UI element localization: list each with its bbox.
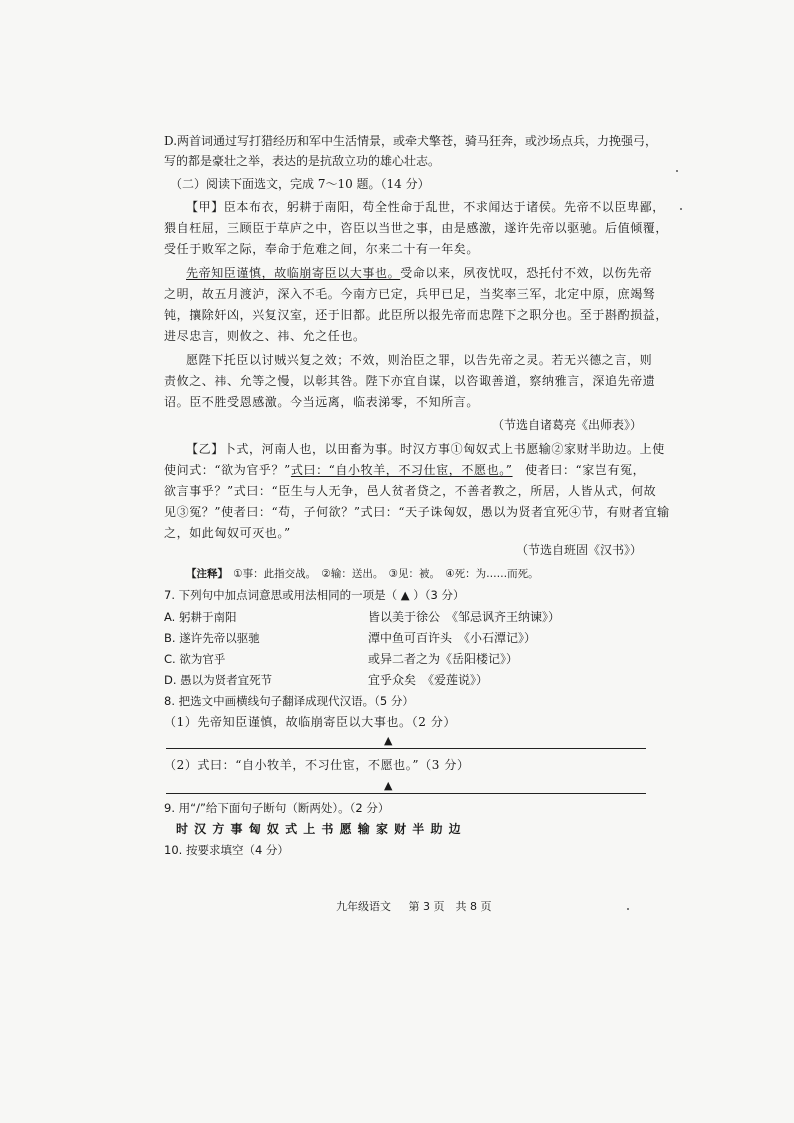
q8-sentence1: （1）先帝知臣谨慎，故临崩寄臣以大事也。（2 分） [164,715,457,729]
answer-line-1[interactable] [166,748,646,749]
answer-marker-2: ▲ [384,779,393,792]
footer-subject: 九年级语文 [336,900,391,913]
notes-text: ①事：此指交战。 ②输：送出。 ③见：被。 ④死：为……而死。 [222,568,539,580]
yi-line3: 欲言事乎？”式曰：“臣生与人无争，邑人贫者贷之，不善者教之，所居，人皆从式，何故 [164,484,657,498]
scan-speck [680,208,682,210]
q9-characters: 时 汉 方 事 匈 奴 式 上 书 愿 输 家 财 半 助 边 [176,822,462,836]
q7-stem: 7. 下列句中加点词意思或用法相同的一项是（ ▲ ）（3 分） [164,588,465,602]
yi-source: （节选自班固《汉书》） [515,543,642,557]
jia-p3-line1: 愿陛下托臣以讨贼兴复之效；不效，则治臣之罪，以告先帝之灵。若无兴德之言，则 [186,353,653,367]
q8-stem: 8. 把选文中画横线句子翻译成现代汉语。（5 分） [164,694,414,708]
yi-line1: 【乙】卜式，河南人也，以田畜为事。时汉方事①匈奴式上书愿输②家财半助边。上使 [186,442,665,456]
q8-sentence2: （2）式曰：“自小牧羊，不习仕宦，不愿也。”（3 分） [164,758,470,772]
jia-p3-line2: 责攸之、祎、允等之慢，以彰其咎。陛下亦宜自谋，以咨诹善道，察纳雅言，深追先帝遗 [164,374,656,388]
option-d-line2: 写的都是豪壮之举，表达的是抗敌立功的雄心壮志。 [164,154,441,168]
yi-line4: 见③冤？”使者曰：“苟，子何欲？”式曰：“天子诛匈奴，愚以为贤者宜死④节，有财者宜输 [164,505,670,519]
q7-option-a-compare: 皆以美于徐公 《邹忌讽齐王纳谏》） [368,610,561,624]
jia-p2-line1 [186,266,652,280]
notes-label: 【注释】 [186,568,223,580]
yi-underlined-sentence: 式曰：“自小牧羊，不习仕宦，不愿也。” [290,463,513,477]
answer-marker-1: ▲ [384,734,393,747]
q7-option-c-compare: 或异二者之为《岳阳楼记》） [368,652,519,666]
q7-option-d: D. 愚以为贤者宜死节 [164,673,273,687]
q9-stem: 9. 用“/”给下面句子断句（断两处）。（2 分） [164,801,390,815]
q7-option-c: C. 欲为官乎 [164,652,226,666]
jia-p2-line2: 之明，故五月渡泸，深入不毛。今南方已定，兵甲已足，当奖率三军，北定中原，庶竭驽 [164,287,656,301]
q7-option-b: B. 遂许先帝以驱驰 [164,631,260,645]
jia-p1-line1: 【甲】臣本布衣，躬耕于南阳，苟全性命于乱世，不求闻达于诸侯。先帝不以臣卑鄙， [186,200,665,214]
option-d-line1: D.两首词通过写打猎经历和军中生活情景，或牵犬擎苍，骑马狂奔，或沙场点兵，力挽强弓， [164,134,658,148]
q7-option-d-compare: 宜乎众矣 《爱莲说》） [368,673,489,687]
jia-p3-line3: 诏。臣不胜受恩感激。今当远离，临表涕零，不知所言。 [164,395,480,409]
jia-p1-line3: 受任于败军之际，奉命于危难之间，尔来二十有一年矣。 [164,242,480,256]
jia-p2-rest: 受命以来，夙夜忧叹，恐托付不效，以伤先帝 [400,266,653,280]
section-heading: （二）阅读下面选文，完成 7～10 题。（14 分） [170,177,430,191]
yi-line5: 之，如此匈奴可灭也。” [164,526,291,540]
scan-speck [627,908,629,910]
jia-p1-line2: 猥自枉屈，三顾臣于草庐之中，咨臣以当世之事，由是感激，遂许先帝以驱驰。后值倾覆， [164,221,669,235]
q10-stem: 10. 按要求填空（4 分） [164,843,289,857]
jia-underlined-sentence: 先帝知臣谨慎，故临崩寄臣以大事也。 [186,266,401,280]
q7-option-a: A. 躬耕于南阳 [164,610,237,624]
jia-p2-line4: 进尽忠言，则攸之、祎、允之任也。 [164,329,366,343]
q7-option-b-compare: 潭中鱼可百许头 《小石潭记》） [368,631,537,645]
jia-p2-line3: 钝，攘除奸凶，兴复汉室，还于旧都。此臣所以报先帝而忠陛下之职分也。至于斟酌损益， [164,308,669,322]
yi-line2: 使问式：“欲为官乎？”式曰：“自小牧羊，不习仕宦，不愿也。” 使者曰：“家岂有冤， [164,463,646,477]
page-footer [336,898,505,914]
answer-line-2[interactable] [166,793,646,794]
jia-source: （节选自诸葛亮《出师表》） [491,418,642,432]
footer-page-number: 第 3 页 共 8 页 [408,900,492,913]
scan-speck [676,170,678,172]
notes [186,567,539,581]
